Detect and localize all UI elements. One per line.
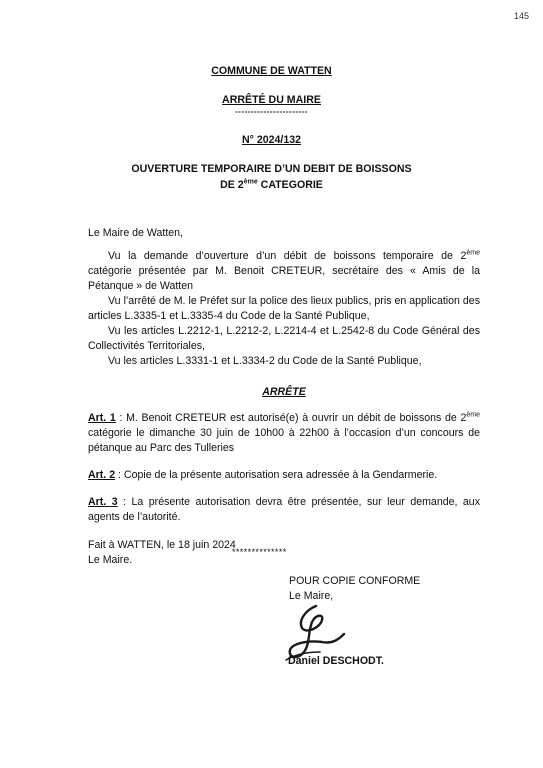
article-1: Art. 1 : M. Benoit CRETEUR est autorisé(e) à ouvrir un débit de boissons de 2ème catégorie le dimanche 30 juin de 10h00 à 22h00 à l’occasion d’un concours de pétanque au Parc des Tulleries (88, 411, 480, 455)
subject-line-1: OUVERTURE TEMPORAIRE D’UN DEBIT DE BOISSONS (131, 163, 412, 176)
article-3-label: Art. 3 (88, 496, 118, 509)
arrete-title: ARRÊTÉ DU MAIRE (222, 94, 321, 107)
stars-separator: ************** (232, 547, 287, 557)
vu-demande: Vu la demande d’ouverture d’un débit de boissons temporaire de 2ème catégorie présentée par M. Benoit CRETEUR, secrétaire des « Amis de la Pétanque » de Watten (88, 249, 480, 293)
document-body (88, 226, 480, 568)
fait-a: Fait à WATTEN, le 18 juin 2024 (88, 538, 236, 551)
title-separator: ----------------------- (235, 107, 308, 117)
article-1-label: Art. 1 (88, 412, 116, 425)
vu-csp: Vu les articles L.3331-1 et L.3334-2 du Code de la Santé Publique, (108, 355, 422, 368)
arrete-number: N° 2024/132 (241, 134, 302, 147)
salutation: Le Maire de Watten, (88, 227, 183, 239)
article-2-label: Art. 2 (88, 469, 116, 482)
copie-conforme-label: POUR COPIE CONFORME (289, 575, 421, 587)
commune-name: COMMUNE DE WATTEN (211, 65, 332, 77)
le-maire-signature-label: Le Maire, (289, 590, 334, 603)
subject-line-2: DE 2ème CATEGORIE (220, 178, 323, 192)
document-header (0, 64, 543, 194)
mayor-name: Daniel DESCHODT. (288, 655, 384, 667)
le-maire-label: Le Maire. (88, 553, 133, 566)
article-2: Art. 2 : Copie de la présente autorisation sera adressée à la Gendarmerie. (88, 469, 438, 482)
page-number: 145 (513, 11, 529, 21)
vu-arrete-prefet: Vu l’arrêté de M. le Préfet sur la police des lieux publics, pris en application des articles L.3335-1 et L.3335-4 du Code de la Santé Publique, (88, 295, 480, 323)
vu-cgct: Vu les articles L.2212-1, L.2212-2, L.2214-4 et L.2542-8 du Code Général des Collectivités Territoriales, (88, 325, 480, 353)
article-3: Art. 3 : La présente autorisation devra être présentée, sur leur demande, aux agents de l’autorité. (88, 496, 480, 524)
arrete-heading: ARRÊTE (262, 386, 306, 399)
